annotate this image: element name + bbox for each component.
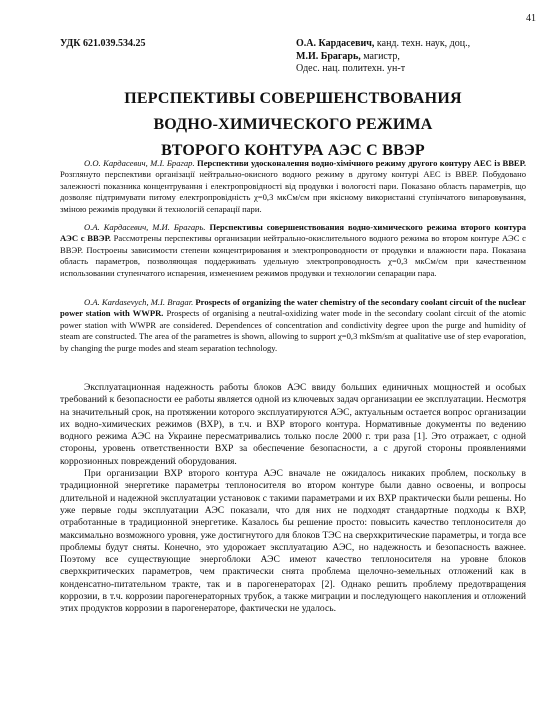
abstract-english bbox=[60, 297, 526, 354]
abstract-text: Prospects of organising a neutral-oxidizing water mode in the secondary coolant circuit of the atomic power station with WWPR are considered. Dependences of concentration and condictivity degree upon the purge and humidity of steam are constructed. The area of the parametres is shown, allowing to support χ=0,3 mkSm/sm at qualitative use of step evaporation, by changing the purge modes and steam separation technology. bbox=[60, 308, 526, 353]
abstract-title: Перспективы совершенствования водно-химического режима второго контура АЭС с ВВЭР. bbox=[60, 222, 526, 244]
affiliation bbox=[296, 63, 470, 76]
author-info: канд. техн. наук, доц., bbox=[374, 38, 471, 49]
page-number: 41 bbox=[526, 13, 536, 24]
abstract-authors: O.A. Kardasevych, M.I. Bragar. bbox=[84, 297, 194, 307]
author-name: М.И. Брагарь, bbox=[296, 50, 361, 62]
body-text bbox=[60, 382, 526, 616]
udk-code: УДК 621.039.534.25 bbox=[60, 38, 146, 49]
affiliation-text: Одес. нац. политехн. ун-т bbox=[296, 63, 406, 74]
abstract-russian bbox=[60, 222, 526, 279]
title-line: ВТОРОГО КОНТУРА АЭС С ВВЭР bbox=[161, 142, 425, 159]
abstract-text: Рассмотрены перспективы организации нейтрально-окислительного водного режима во втором контуре АЭС с ВВЭР. Построены зависимости степени концентрирования и электропроводности от продувки и влажности пара. Показана область параметров, позволяющая поддерживать удельную электропроводность χ=0,3 мкСм/см при качественном использовании ступенчатого испарения, изменением режимов продувки и технологии сепарации пара. bbox=[60, 233, 526, 278]
abstract-title: Prospects of organizing the water chemistry of the secondary coolant circuit of the nuclear power station with WWPR. bbox=[60, 297, 526, 319]
abstract-authors: О.О. Кардасевич, М.І. Брагар. bbox=[84, 158, 195, 168]
body-paragraph: Эксплуатационная надежность работы блоков АЭС ввиду больших единичных мощностей и особых требований к безопасности ее работы является одной из ключевых задач организации ее эксплуатации. Несмотря на значительный срок, на протяжении которого эксплуатируются АЭС, актуальным остается вопрос организации их водно-химических режимов (ВХР), в т.ч. и ВХР второго контура. Нормативные документы по ведению водного режима АЭС на Украине пересматривались только после 2000 г. три раза [1]. Это отражает, с одной стороны, уровень ответственности ВХР за обеспечение безопасности, а с другой стороны проявлениями коррозионных повреждений оборудования. bbox=[60, 382, 526, 467]
paper-title bbox=[60, 86, 526, 164]
title-line: ПЕРСПЕКТИВЫ СОВЕРШЕНСТВОВАНИЯ bbox=[124, 90, 462, 107]
title-line: ВОДНО-ХИМИЧЕСКОГО РЕЖИМА bbox=[153, 116, 433, 133]
abstract-title: Перспективи удосконалення водно-хімічного режиму другого контуру АЕС із ВВЕР. bbox=[197, 158, 526, 168]
author-info: магистр, bbox=[360, 50, 400, 62]
author-name: О.А. Кардасевич, bbox=[296, 38, 375, 49]
author-row bbox=[296, 51, 470, 64]
abstract-authors: О.А. Кардасевич, М.И. Брагарь. bbox=[84, 222, 206, 232]
abstract-text: Розглянуто перспективи організації нейтрально-окисного водного режиму в другому контурі АЕС із ВВЕР. Побудовано залежності показника концентрування і електропровідності від продувки і вологості пари. Показано область параметрів, що дозволяє підтримувати питому електропровідність χ=0,3 мкСм/см при якісному використанні ступінчатого випаровування, зміною режимів продувки й технологій сепарації пари. bbox=[60, 169, 526, 214]
abstract-ukrainian bbox=[60, 158, 526, 215]
body-paragraph: При организации ВХР второго контура АЭС вначале не ожидалось никаких проблем, поскольку в традиционной энергетике параметры теплоносителя во втором контуре были давно освоены, и вопросы длительной и надежной эксплуатации установок с такими параметрами и их ВХР практически были решены. Но уже первые годы эксплуатации АЭС показали, что для них не подходят стандартные подходы к ВХР, отработанные в традиционной энергетике. Казалось бы решение просто: повысить качество теплоносителя до максимально возможного уровня, уже достигнутого для блоков ТЭС на сверхкритические параметры, и тогда все проблемы будут сняты. Конечно, это удорожает эксплуатацию АЭС, но надежность и безопасность важнее. Поэтому все существующие энергоблоки АЭС имеют качество теплоносителя на уровне блоков сверхкритических параметров, чем практически снята проблема щелочно-земельных отложений как в конденсатно-питательном тракте, так и в парогенераторах [2]. Однако решить проблему предотвращения коррозии, в т.ч. коррозии парогенераторных трубок, а также миграции и последующего накопления и отложений этих продуктов коррозии в парогенераторе, фактически не удалось. bbox=[60, 468, 526, 615]
author-block bbox=[296, 38, 470, 76]
author-row bbox=[296, 38, 470, 51]
